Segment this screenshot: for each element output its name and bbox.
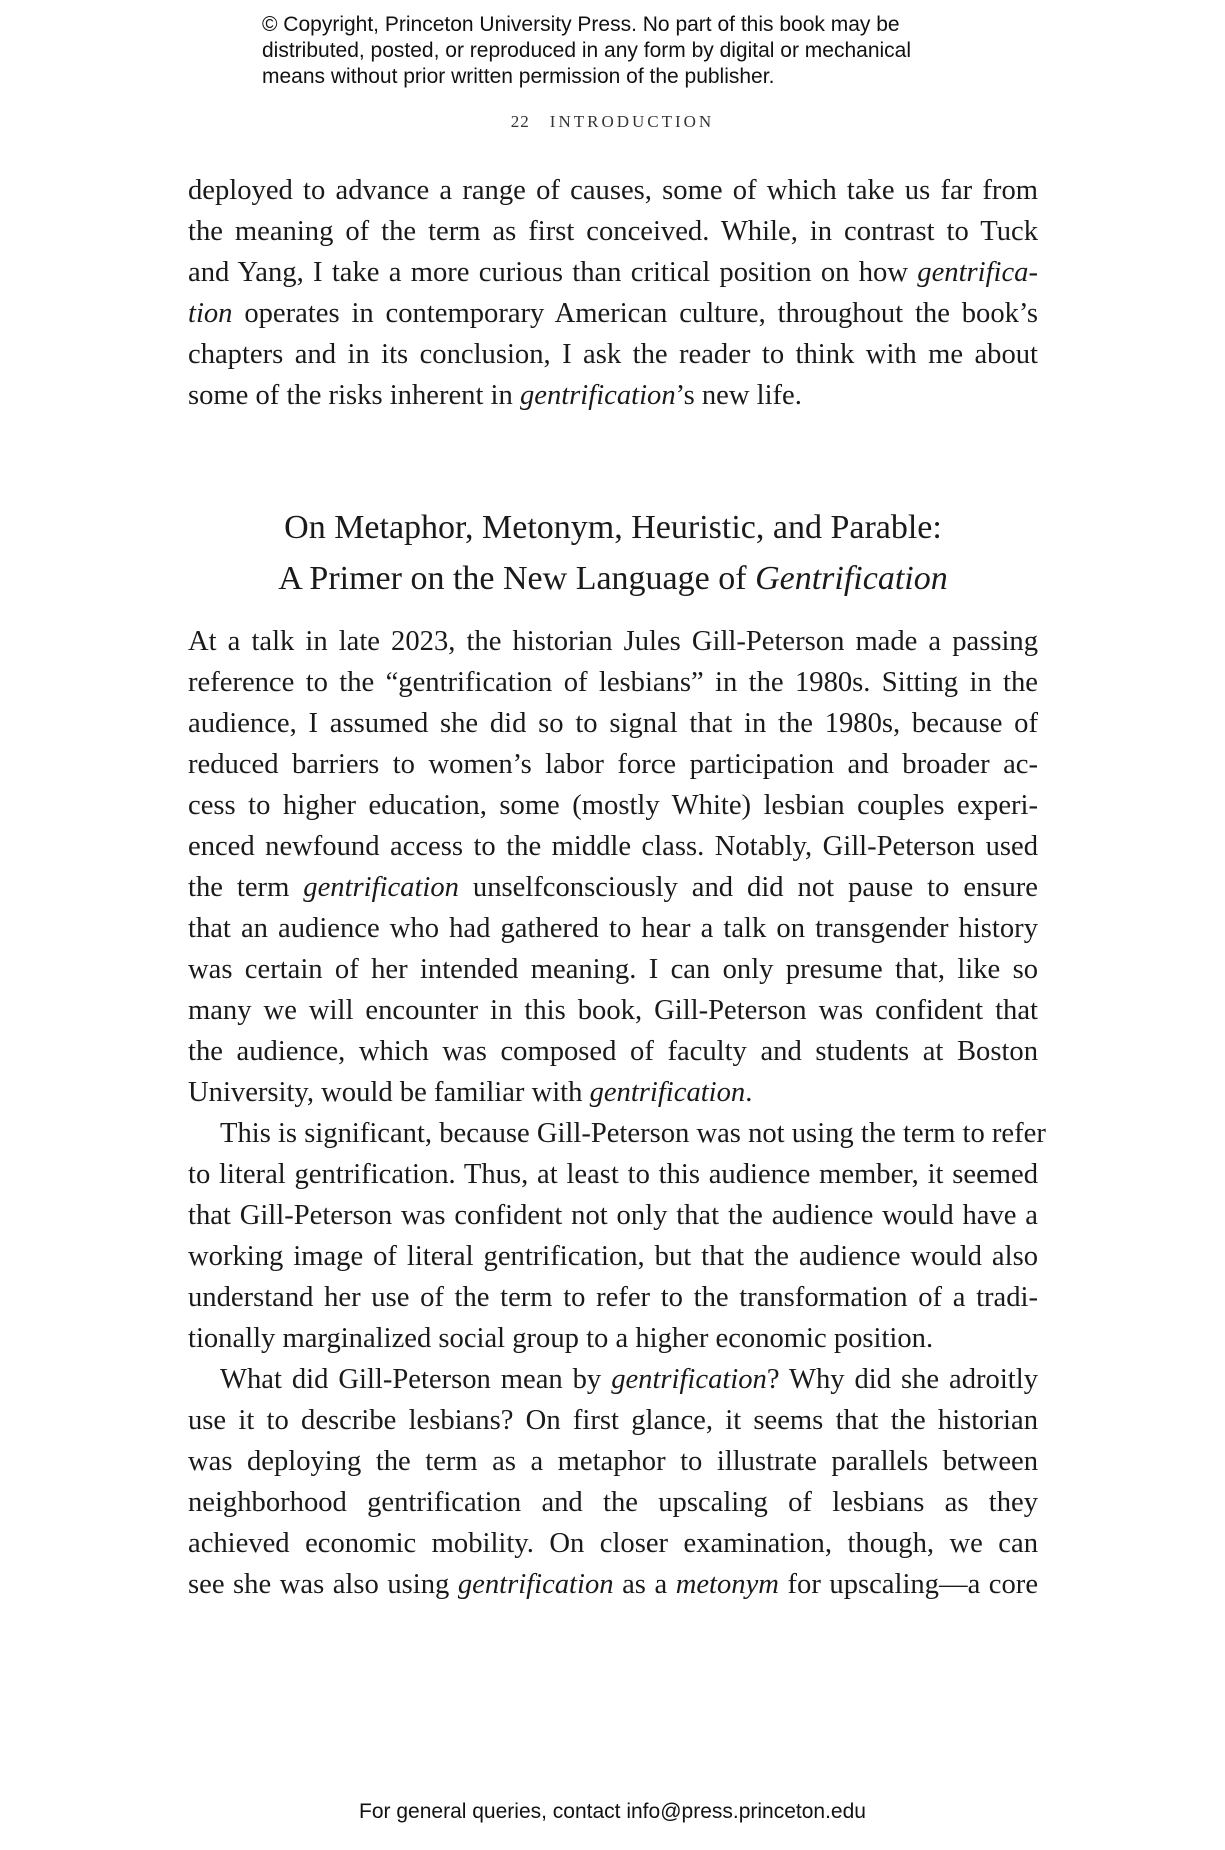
text-line: the meaning of the term as first conceived. While, in contrast to Tuck [188,216,1038,247]
text-line: chapters and in its conclusion, I ask the reader to think with me about [188,339,1038,370]
text-line: neighborhood gentrification and the upscaling of lesbians as they [188,1487,1038,1518]
section-heading [188,502,1038,604]
paragraph-3 [188,1359,1038,1605]
text-line: tionally marginalized social group to a higher economic position. [188,1323,934,1354]
text-line: that Gill-Peterson was confident not only that the audience would have a [188,1200,1038,1231]
text-line: was deploying the term as a metaphor to illustrate parallels between [188,1446,1038,1477]
text-line: working image of literal gentrification, but that the audience would also [188,1241,1038,1272]
text-line: was certain of her intended meaning. I can only presume that, like so [188,954,1038,985]
text-line: achieved economic mobility. On closer examination, though, we can [188,1528,1038,1559]
text-line: This is significant, because Gill-Peterson was not using the term to refer [220,1118,1046,1149]
text-line: audience, I assumed she did so to signal that in the 1980s, because of [188,708,1038,739]
paragraph-2 [188,1113,1046,1359]
page-number: 22 [510,112,530,131]
copyright-line: distributed, posted, or reproduced in any form by digital or mechanical [262,39,912,62]
text-line: understand her use of the term to refer to the transformation of a tradi- [188,1282,1038,1313]
text-line: reduced barriers to women’s labor force participation and broader ac- [188,749,1038,780]
copyright-notice [262,12,1022,90]
text-line: that an audience who had gathered to hear a talk on transgender history [188,913,1038,944]
footer-contact: For general queries, contact info@press.princeton.edu [359,1800,866,1823]
text-line: What did Gill-Peterson mean by gentrification? Why did she adroitly [220,1364,1038,1395]
section-heading-line: On Metaphor, Metonym, Heuristic, and Parable: [284,509,942,546]
heading-italic: Gentrification [755,560,948,597]
heading-prefix: A Primer on the New Language of [278,560,756,597]
chapter-title: INTRODUCTION [549,112,715,131]
text-line: and Yang, I take a more curious than critical position on how gentrifica- [188,257,1038,288]
text-line: tion operates in contemporary American culture, throughout the book’s [188,298,1038,329]
copyright-line: means without prior written permission of the publisher. [262,65,775,88]
text-line: cess to higher education, some (mostly White) lesbian couples experi- [188,790,1038,821]
text-line: to literal gentrification. Thus, at least to this audience member, it seemed [188,1159,1038,1190]
text-line: deployed to advance a range of causes, some of which take us far from [188,175,1038,206]
text-line: reference to the “gentrification of lesbians” in the 1980s. Sitting in the [188,667,1038,698]
text-line: At a talk in late 2023, the historian Jules Gill-Peterson made a passing [188,626,1038,657]
text-line: enced newfound access to the middle class. Notably, Gill-Peterson used [188,831,1038,862]
text-line: see she was also using gentrification as a metonym for upscaling—a core [188,1569,1039,1600]
text-line: use it to describe lesbians? On first glance, it seems that the historian [188,1405,1038,1436]
text-line: the term gentrification unselfconsciously and did not pause to ensure [188,872,1038,903]
text-line: some of the risks inherent in gentrification’s new life. [188,380,802,411]
text-line: many we will encounter in this book, Gill-Peterson was confident that [188,995,1038,1026]
paragraph-1 [188,621,1038,1113]
running-head [0,112,1225,132]
top-paragraph [188,170,1038,416]
copyright-line: © Copyright, Princeton University Press. No part of this book may be [262,13,900,36]
text-line: University, would be familiar with gentrification. [188,1077,753,1108]
text-line: the audience, which was composed of faculty and students at Boston [188,1036,1038,1067]
section-heading-line [188,553,1038,604]
